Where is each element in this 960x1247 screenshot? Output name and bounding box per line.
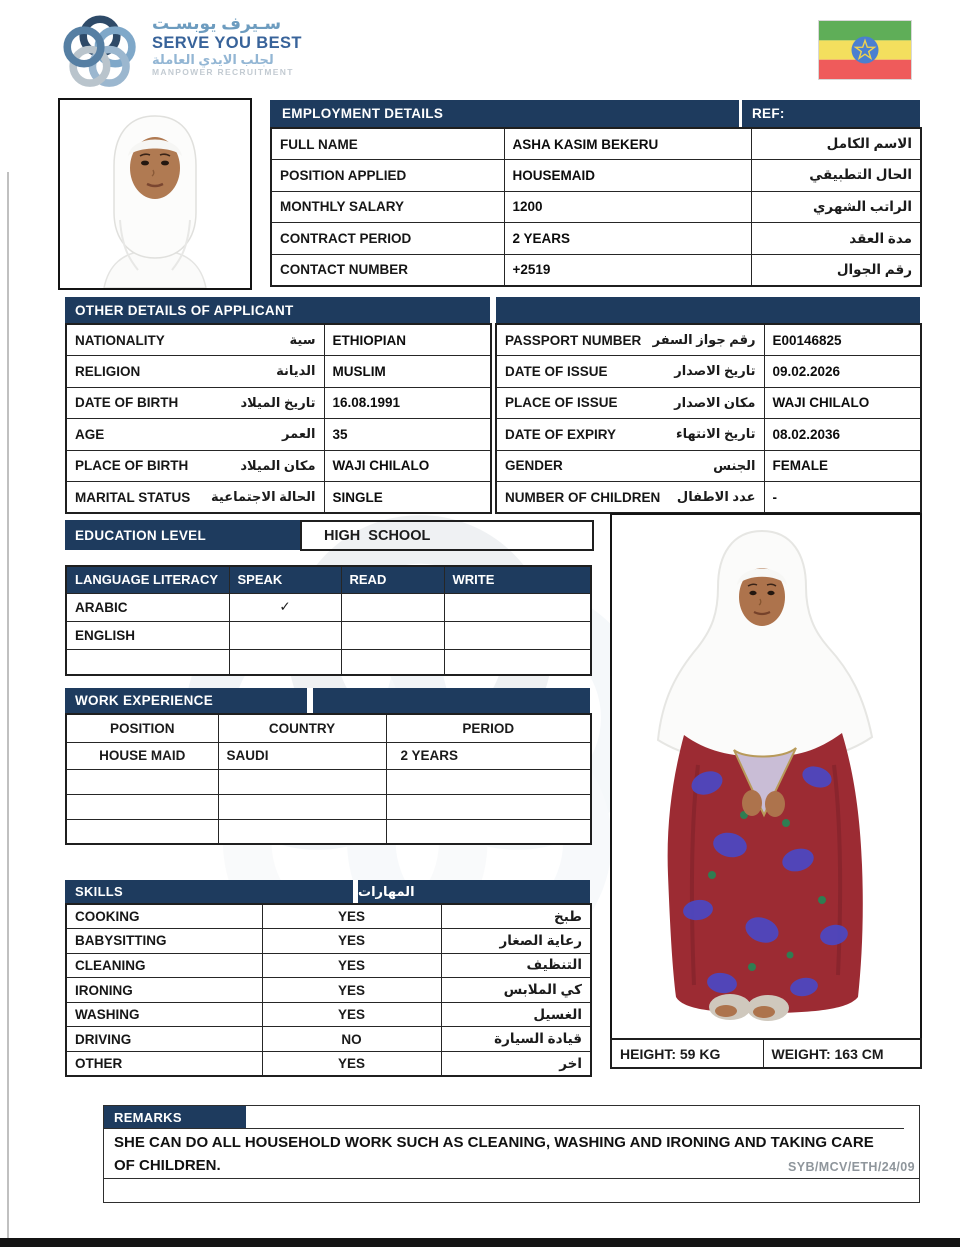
field-arabic-label: العمر [282,426,316,442]
speak-checkmark: ✓ [229,593,341,621]
field-value: 16.08.1991 [324,387,491,419]
position-cell [66,769,218,794]
field-label: DATE OF ISSUE [505,363,608,379]
work-experience-title: WORK EXPERIENCE [75,693,214,708]
field-value: 2 YEARS [504,223,751,255]
employment-details-header [270,100,920,127]
skill-value: YES [262,978,441,1003]
period-cell [386,819,591,844]
write-cell [444,593,591,621]
remarks-title: REMARKS [104,1106,246,1128]
field-label: DATE OF BIRTH [75,395,179,411]
field-value: SINGLE [324,482,491,514]
skill-arabic: طبخ [441,904,591,929]
field-arabic-label: عدد الاطفال [676,489,756,504]
skills-table [65,903,592,1077]
write-cell [444,649,591,675]
language-name: ARABIC [66,593,229,621]
col-period: PERIOD [386,714,591,742]
brand-tagline: MANPOWER RECRUITMENT [152,67,294,78]
scan-left-edge [7,172,9,1238]
field-label: PLACE OF ISSUE [505,395,618,411]
country-cell: SAUDI [218,742,386,769]
field-arabic-label: سية [289,332,316,347]
employment-details-table [270,127,922,287]
table-row [496,482,921,514]
field-arabic-label: رقم الجوال [751,254,921,286]
field-label: DATE OF EXPIRY [505,426,617,442]
field-arabic-label: مدة العقد [751,223,921,255]
skills-title-arabic: المهارات [358,880,590,903]
skill-value: YES [262,1002,441,1027]
table-row [66,649,591,675]
skill-value: YES [262,904,441,929]
other-details-title: OTHER DETAILS OF APPLICANT [75,302,294,318]
skill-label: WASHING [66,1002,262,1027]
table-row [66,794,591,819]
skill-value: YES [262,1052,441,1077]
speak-cell [229,649,341,675]
field-value: 09.02.2026 [764,356,921,388]
table-header-row [66,566,591,593]
field-label: CONTACT NUMBER [271,254,504,286]
table-row [271,128,921,160]
brand-text-block [152,10,302,78]
other-details-right-table [495,323,922,514]
serve-you-best-logo-icon [58,10,142,94]
field-value: WAJI CHILALO [764,387,921,419]
country-cell [218,794,386,819]
field-arabic-label: الديانة [276,363,316,379]
field-label: GENDER [505,458,563,474]
table-row [66,356,491,388]
employment-details-title: EMPLOYMENT DETAILS [282,106,444,121]
remarks-header-right [246,1106,919,1128]
skill-label: COOKING [66,904,262,929]
document-code: SYB/MCV/ETH/24/09 [788,1160,915,1174]
brand-header [58,10,302,94]
table-row [66,482,491,514]
col-read: READ [341,566,444,593]
scan-bottom-edge [0,1238,960,1247]
remarks-section [103,1105,920,1203]
table-row [66,324,491,356]
country-cell [218,819,386,844]
table-row [271,191,921,223]
period-cell: 2 YEARS [386,742,591,769]
col-country: COUNTRY [218,714,386,742]
skill-label: OTHER [66,1052,262,1077]
position-cell [66,819,218,844]
table-row [66,742,591,769]
field-value: E00146825 [764,324,921,356]
other-details-left-table [65,323,492,514]
ref-label: REF: [752,106,785,121]
field-label: MARITAL STATUS [75,489,191,505]
field-label: FULL NAME [271,128,504,160]
field-label: NATIONALITY [75,332,165,348]
field-label: AGE [75,426,105,442]
skill-arabic: رعاية الصغار [441,929,591,954]
table-row [66,1052,591,1077]
field-label: PASSPORT NUMBER [505,332,642,348]
country-cell [218,769,386,794]
table-row [66,929,591,954]
skill-arabic: اخر [441,1052,591,1077]
table-row [271,254,921,286]
col-write: WRITE [444,566,591,593]
work-experience-table [65,713,592,845]
education-level-value: HIGH SCHOOL [300,520,594,551]
field-value: MUSLIM [324,356,491,388]
height-value: HEIGHT: 59 KG [611,1039,763,1068]
field-value: FEMALE [764,450,921,482]
position-cell: HOUSE MAID [66,742,218,769]
skill-label: IRONING [66,978,262,1003]
field-arabic-label: مكان الاصدار [674,394,756,410]
field-arabic-label: الراتب الشهري [751,191,921,223]
field-label: RELIGION [75,363,141,379]
table-row [66,904,591,929]
table-row [66,1027,591,1052]
read-cell [341,649,444,675]
field-label: NUMBER OF CHILDREN [505,489,661,505]
field-value: +2519 [504,254,751,286]
speak-cell [229,621,341,649]
language-name [66,649,229,675]
weight-value: WEIGHT: 163 CM [763,1039,921,1068]
col-speak: SPEAK [229,566,341,593]
ethiopia-flag-icon [818,20,912,80]
skill-arabic: قيادة السيارة [441,1027,591,1052]
table-row [271,160,921,192]
skill-label: DRIVING [66,1027,262,1052]
skill-arabic: كي الملابس [441,978,591,1003]
table-row [66,819,591,844]
table-row [496,324,921,356]
other-details-header [65,297,920,323]
table-row [66,953,591,978]
field-value: - [764,482,921,514]
write-cell [444,621,591,649]
field-arabic-label: تاريخ الميلاد [240,394,316,410]
language-name: ENGLISH [66,621,229,649]
remarks-empty-row [104,1178,919,1202]
field-value: 08.02.2036 [764,419,921,451]
field-arabic-label: تاريخ الاصدار [674,363,756,379]
field-value: WAJI CHILALO [324,450,491,482]
brand-arabic-tagline: لجلب الايدي العاملة [152,51,274,67]
field-label: POSITION APPLIED [271,160,504,192]
table-row [496,356,921,388]
field-label: PLACE OF BIRTH [75,458,189,474]
field-arabic-label: الاسم الكامل [751,128,921,160]
field-arabic-label: رقم جواز السفر [652,332,756,347]
language-literacy-table [65,565,592,676]
col-position: POSITION [66,714,218,742]
field-label: CONTRACT PERIOD [271,223,504,255]
work-experience-header [65,688,590,713]
read-cell [341,593,444,621]
table-row [66,450,491,482]
field-arabic-label: مكان الميلاد [240,457,316,473]
field-value: HOUSEMAID [504,160,751,192]
applicant-full-body-photo [610,513,922,1042]
table-row [66,769,591,794]
work-experience-header-right [313,688,590,713]
field-arabic-label: الجنس [713,457,756,473]
skills-header [65,880,590,903]
skill-label: BABYSITTING [66,929,262,954]
position-cell [66,794,218,819]
field-arabic-label: الحالة الاجتماعية [211,489,316,504]
field-value: ETHIOPIAN [324,324,491,356]
other-details-header-right [496,297,920,323]
field-value: 1200 [504,191,751,223]
education-level-label: EDUCATION LEVEL [65,520,300,550]
skill-value: YES [262,929,441,954]
brand-name: SERVE YOU BEST [152,33,302,52]
table-header-row [66,714,591,742]
skill-label: CLEANING [66,953,262,978]
table-row [66,419,491,451]
table-row [271,223,921,255]
brand-arabic-name: سـيرف يوبسـت [152,14,282,33]
period-cell [386,794,591,819]
skill-value: YES [262,953,441,978]
period-cell [386,769,591,794]
table-row [66,593,591,621]
table-row [611,1039,921,1068]
skill-arabic: الغسيل [441,1002,591,1027]
skill-arabic: التنظيف [441,953,591,978]
read-cell [341,621,444,649]
physique-table [610,1038,922,1069]
field-arabic-label: الحال التطبيقي [751,160,921,192]
field-value: 35 [324,419,491,451]
table-row [496,450,921,482]
table-row [66,978,591,1003]
table-row [496,419,921,451]
skills-title: SKILLS [65,880,353,903]
field-label: MONTHLY SALARY [271,191,504,223]
table-row [496,387,921,419]
applicant-portrait-photo [58,98,252,290]
field-arabic-label: تاريخ الانتهاء [675,426,756,442]
table-row [66,621,591,649]
table-row [66,387,491,419]
remarks-text: SHE CAN DO ALL HOUSEHOLD WORK SUCH AS CLEANING, WASHING AND IRONING AND TAKING CARE OF CHILDREN. [104,1128,904,1178]
field-value: ASHA KASIM BEKERU [504,128,751,160]
skill-value: NO [262,1027,441,1052]
language-literacy-title: LANGUAGE LITERACY [66,566,229,593]
table-row [66,1002,591,1027]
